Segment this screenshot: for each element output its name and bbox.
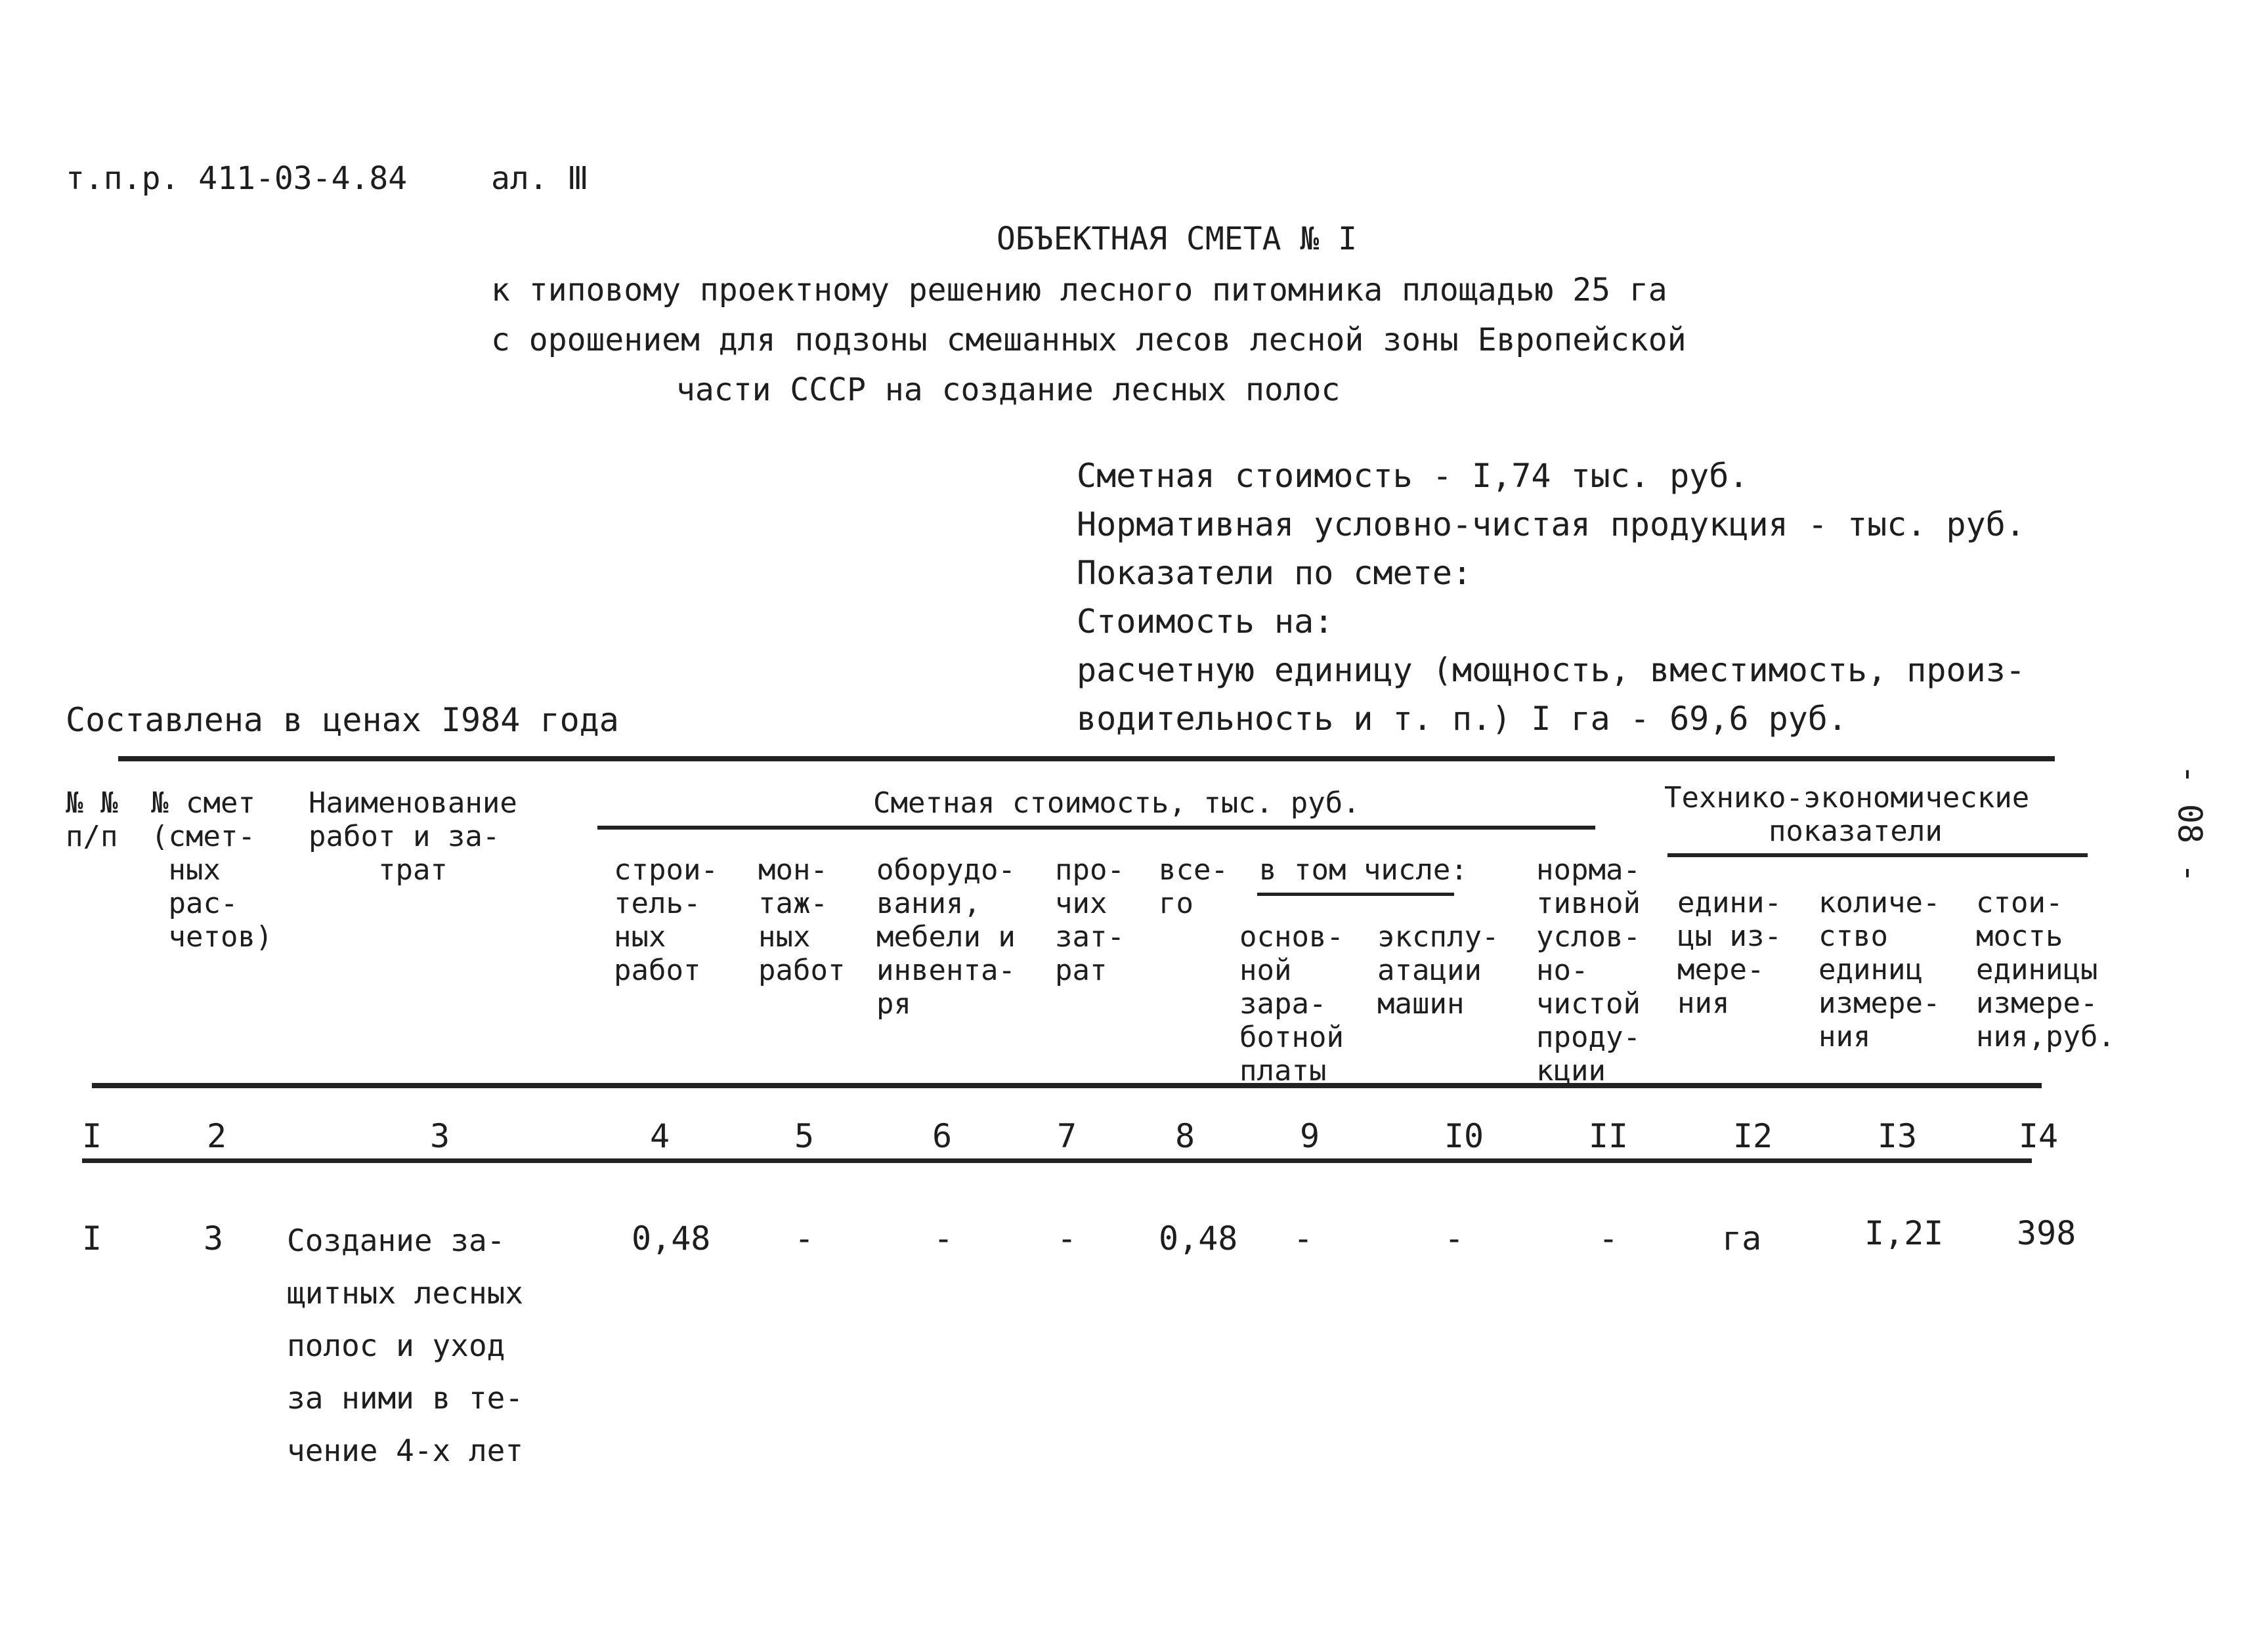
document-reference: т.п.р. 411-03-4.84 xyxy=(66,160,408,197)
row-equipment-cost: - xyxy=(933,1219,954,1258)
column-number: 9 xyxy=(1299,1117,1320,1155)
column-number: 6 xyxy=(932,1117,953,1155)
column-number: 2 xyxy=(206,1117,227,1155)
subtitle-line-1: к типовому проектному решению лесного питомника площадью 25 га xyxy=(491,272,1667,308)
row-work-name: Создание за- щитных лесных полос и уход за ними в те- чение 4-х лет xyxy=(287,1223,524,1468)
row-other-cost: - xyxy=(1056,1219,1077,1258)
column-number: I4 xyxy=(2018,1117,2059,1155)
tech-group-rule xyxy=(1667,853,2088,857)
table-top-rule xyxy=(118,756,2055,761)
prices-note: Составлена в ценах I984 года xyxy=(66,701,619,739)
header-col-7: про- чих зат- рат xyxy=(1055,853,1125,987)
header-including: в том числе: xyxy=(1259,853,1468,887)
row-construction-cost: 0,48 xyxy=(632,1219,711,1258)
page-title: ОБЪЕКТНАЯ СМЕТА № I xyxy=(997,221,1358,257)
row-total-cost: 0,48 xyxy=(1159,1219,1238,1258)
header-col-1: № № п/п xyxy=(66,786,118,853)
header-col-13: количе- ство единиц измере- ния xyxy=(1818,886,1941,1053)
subtitle-line-2: с орошением для подзоны смешанных лесов лесной зоны Европейской xyxy=(491,322,1687,358)
row-normative-product: - xyxy=(1598,1219,1619,1258)
header-col-14: стои- мость единицы измере- ния,руб. xyxy=(1976,886,2115,1053)
header-col-10: эксплу- атации машин xyxy=(1377,920,1499,1021)
row-machine-costs: - xyxy=(1444,1219,1465,1258)
unit-cost-line-2: водительность и т. п.) I га - 69,6 руб. xyxy=(1077,700,1847,738)
unit-cost-line-1: расчетную единицу (мощность, вместимость, произ- xyxy=(1077,651,2025,689)
header-col-11: норма- тивной услов- но- чистой проду- кции xyxy=(1536,853,1641,1088)
row-unit: га xyxy=(1722,1219,1762,1258)
header-col-3: Наименование работ и за- трат xyxy=(309,786,517,887)
column-number: 7 xyxy=(1056,1117,1077,1155)
column-number: I3 xyxy=(1877,1117,1918,1155)
cost-group-rule xyxy=(597,826,1595,830)
row-number: I xyxy=(82,1219,102,1258)
including-rule xyxy=(1257,893,1454,896)
normative-product-line: Нормативная условно-чистая продукция - тыс. руб. xyxy=(1077,505,2025,543)
column-number: 8 xyxy=(1174,1117,1195,1155)
row-wages: - xyxy=(1293,1219,1314,1258)
column-numbers-rule xyxy=(82,1158,2032,1163)
column-number: I0 xyxy=(1444,1117,1484,1155)
column-number: 4 xyxy=(649,1117,670,1155)
column-number: I xyxy=(81,1117,102,1155)
column-number: II xyxy=(1588,1117,1629,1155)
header-tech-group: Технико-экономические показатели xyxy=(1664,781,2030,848)
subtitle-line-3: части СССР на создание лесных полос xyxy=(676,371,1341,408)
album-label: ал. Ⅲ xyxy=(491,160,589,197)
row-estimate-number: 3 xyxy=(204,1219,224,1258)
page-number-marker: - 08 - xyxy=(2170,764,2209,883)
row-unit-cost: 398 xyxy=(2017,1214,2076,1252)
header-col-2: № смет (смет- ных рас- четов) xyxy=(151,786,273,954)
header-col-6: оборудо- вания, мебели и инвента- ря xyxy=(876,853,1016,1021)
header-col-9: основ- ной зара- ботной платы xyxy=(1239,920,1344,1088)
header-bottom-rule xyxy=(92,1083,2042,1088)
header-col-8: все- го xyxy=(1159,853,1228,920)
header-col-4: строи- тель- ных работ xyxy=(614,853,718,987)
header-cost-group: Сметная стоимость, тыс. руб. xyxy=(873,786,1360,820)
row-installation-cost: - xyxy=(794,1219,815,1258)
column-number: I2 xyxy=(1732,1117,1773,1155)
cost-on-line: Стоимость на: xyxy=(1077,603,1334,641)
row-quantity: I,2I xyxy=(1864,1214,1944,1252)
estimated-cost-line: Сметная стоимость - I,74 тыс. руб. xyxy=(1077,457,1749,495)
indicators-line: Показатели по смете: xyxy=(1077,554,1472,592)
header-col-5: мон- таж- ных работ xyxy=(758,853,846,987)
column-number: 3 xyxy=(429,1117,450,1155)
column-number: 5 xyxy=(794,1117,815,1155)
header-col-12: едини- цы из- мере- ния xyxy=(1677,886,1782,1020)
